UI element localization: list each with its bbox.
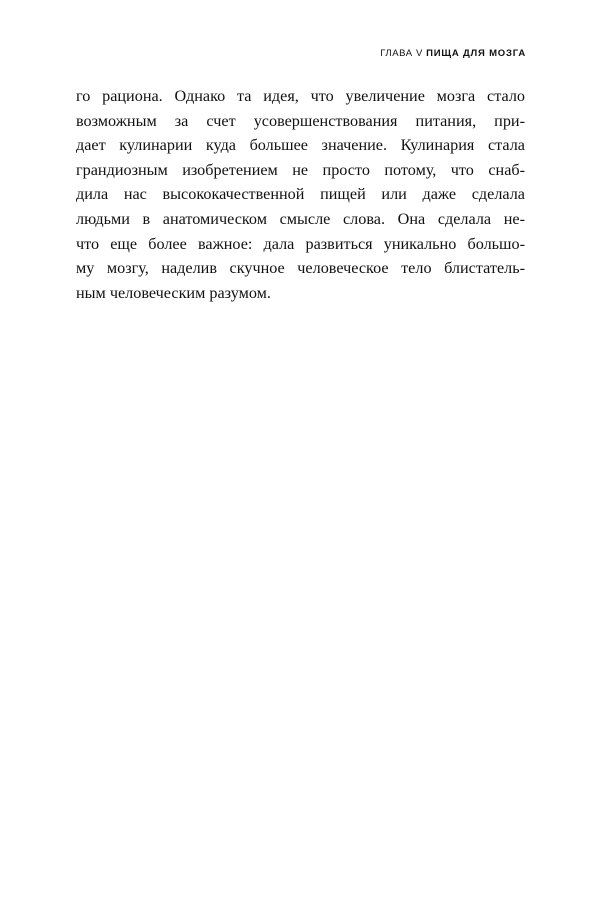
chapter-title: ПИЩА ДЛЯ МОЗГА <box>426 48 526 59</box>
text-line: дает кулинарии куда большее значение. Кулинария стала <box>76 136 525 155</box>
text-line: дила нас высококачественной пищей или даже сделала <box>76 185 525 204</box>
chapter-label: ГЛАВА V <box>380 48 423 59</box>
text-line: грандиозным изобретением не просто потому, что снаб- <box>76 160 525 179</box>
text-line: го рациона. Однако та идея, что увеличение мозга стало <box>76 87 525 105</box>
text-line: ным человеческим разумом. <box>76 283 271 302</box>
text-line: людьми в анатомическом смысле слова. Она сделала не- <box>76 209 525 228</box>
body-paragraph <box>76 84 525 305</box>
running-head <box>380 48 526 59</box>
text-line: что еще более важное: дала развиться уникально большо- <box>76 234 525 253</box>
text-line: возможным за счет усовершенствования питания, при- <box>76 111 525 130</box>
text-line: му мозгу, наделив скучное человеческое тело блистатель- <box>76 259 525 278</box>
